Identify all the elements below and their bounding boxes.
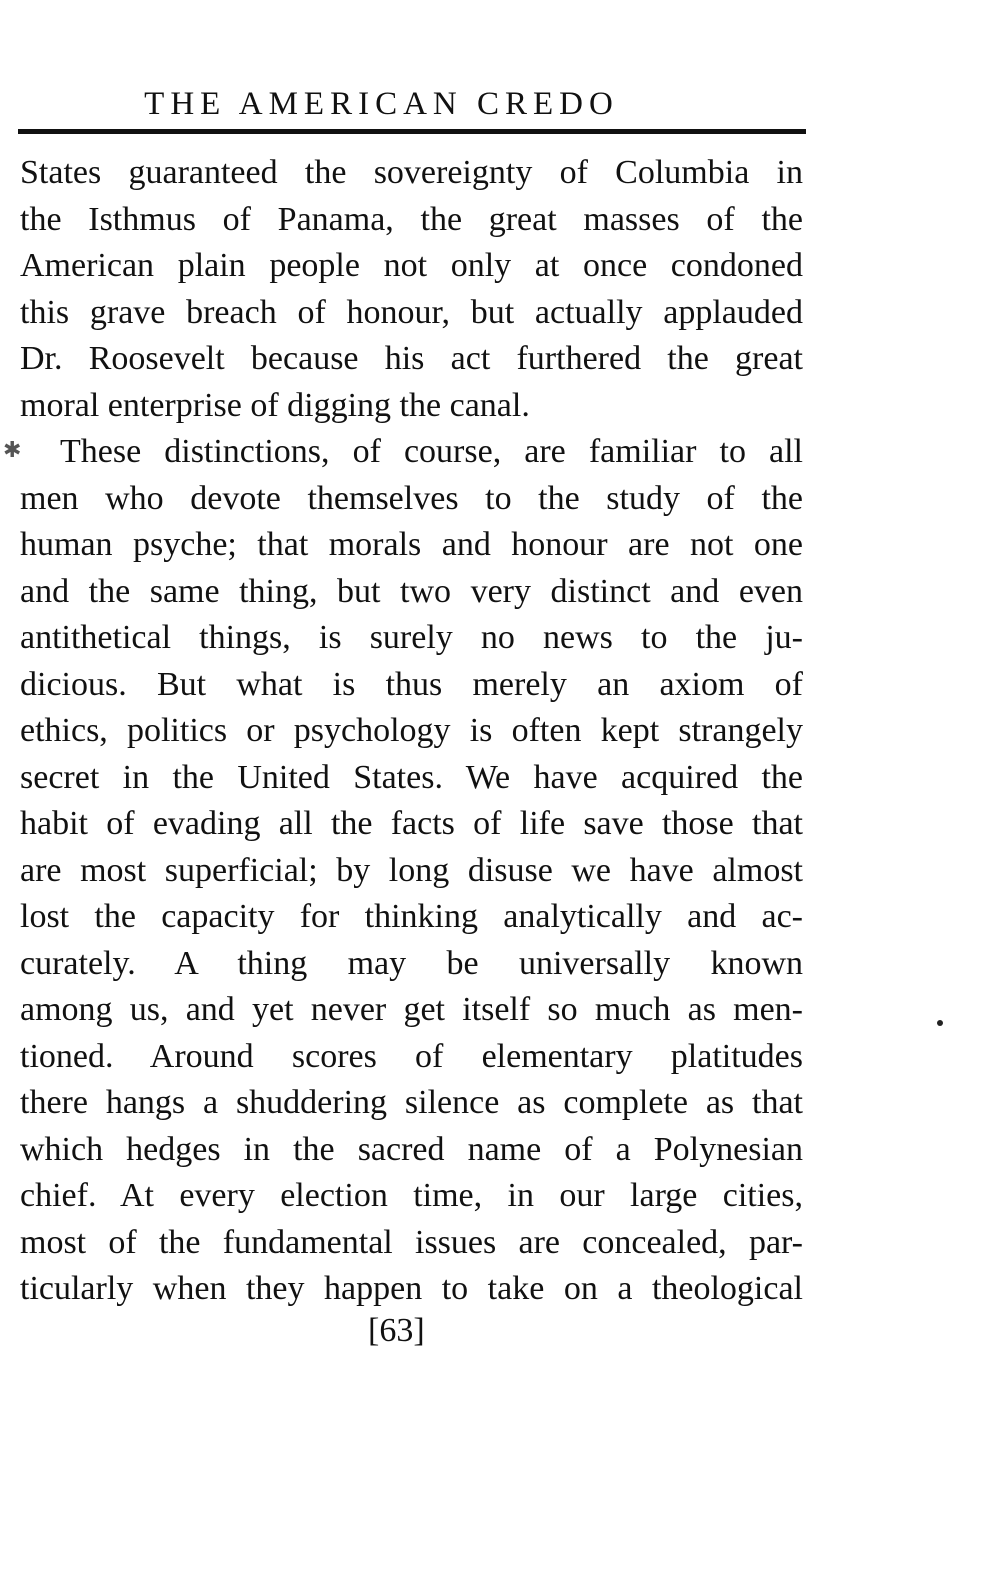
- text-line: habit of evading all the facts of life save those that: [20, 805, 803, 842]
- body-text: [3, 150, 803, 1313]
- paragraph-2: [3, 429, 803, 1313]
- paragraph-1: [20, 150, 803, 429]
- text-line: tioned. Around scores of elementary platitudes: [20, 1037, 803, 1075]
- text-line: dicious. But what is thus merely an axiom of: [20, 665, 803, 703]
- text-line: are most superficial; by long disuse we have almost: [20, 851, 803, 889]
- text-line: curately. A thing may be universally known: [20, 944, 803, 982]
- ink-blot-mark: ✱: [3, 437, 22, 462]
- running-head: THE AMERICAN CREDO: [144, 86, 619, 122]
- ink-speck: [937, 1020, 943, 1026]
- text-line: this grave breach of honour, but actually applauded: [20, 293, 803, 331]
- text-line: the Isthmus of Panama, the great masses of the: [20, 200, 803, 238]
- text-line: These distinctions, of course, are familiar to all: [60, 433, 803, 470]
- text-line: ethics, politics or psychology is often kept strangely: [20, 712, 803, 749]
- text-line: moral enterprise of digging the canal.: [20, 386, 530, 424]
- header-rule: [18, 129, 806, 134]
- text-line: and the same thing, but two very distinct and even: [20, 572, 803, 610]
- text-line: most of the fundamental issues are concealed, par-: [20, 1223, 803, 1261]
- text-line: antithetical things, is surely no news to the ju-: [20, 619, 803, 656]
- text-line: human psyche; that morals and honour are not one: [20, 526, 803, 563]
- text-line: men who devote themselves to the study of the: [20, 479, 803, 517]
- text-line: Dr. Roosevelt because his act furthered the great: [20, 340, 803, 377]
- text-line: American plain people not only at once condoned: [20, 247, 803, 284]
- text-line: which hedges in the sacred name of a Polynesian: [20, 1130, 803, 1168]
- page-number: [63]: [368, 1312, 425, 1349]
- text-line: ticularly when they happen to take on a theological: [20, 1270, 803, 1307]
- text-line: among us, and yet never get itself so much as men-: [20, 991, 803, 1028]
- text-line: lost the capacity for thinking analytically and ac-: [20, 898, 803, 935]
- text-line: secret in the United States. We have acquired the: [20, 758, 803, 796]
- text-line: States guaranteed the sovereignty of Columbia in: [20, 154, 803, 191]
- text-line: there hangs a shuddering silence as complete as that: [20, 1084, 803, 1121]
- text-line: chief. At every election time, in our large cities,: [20, 1177, 803, 1214]
